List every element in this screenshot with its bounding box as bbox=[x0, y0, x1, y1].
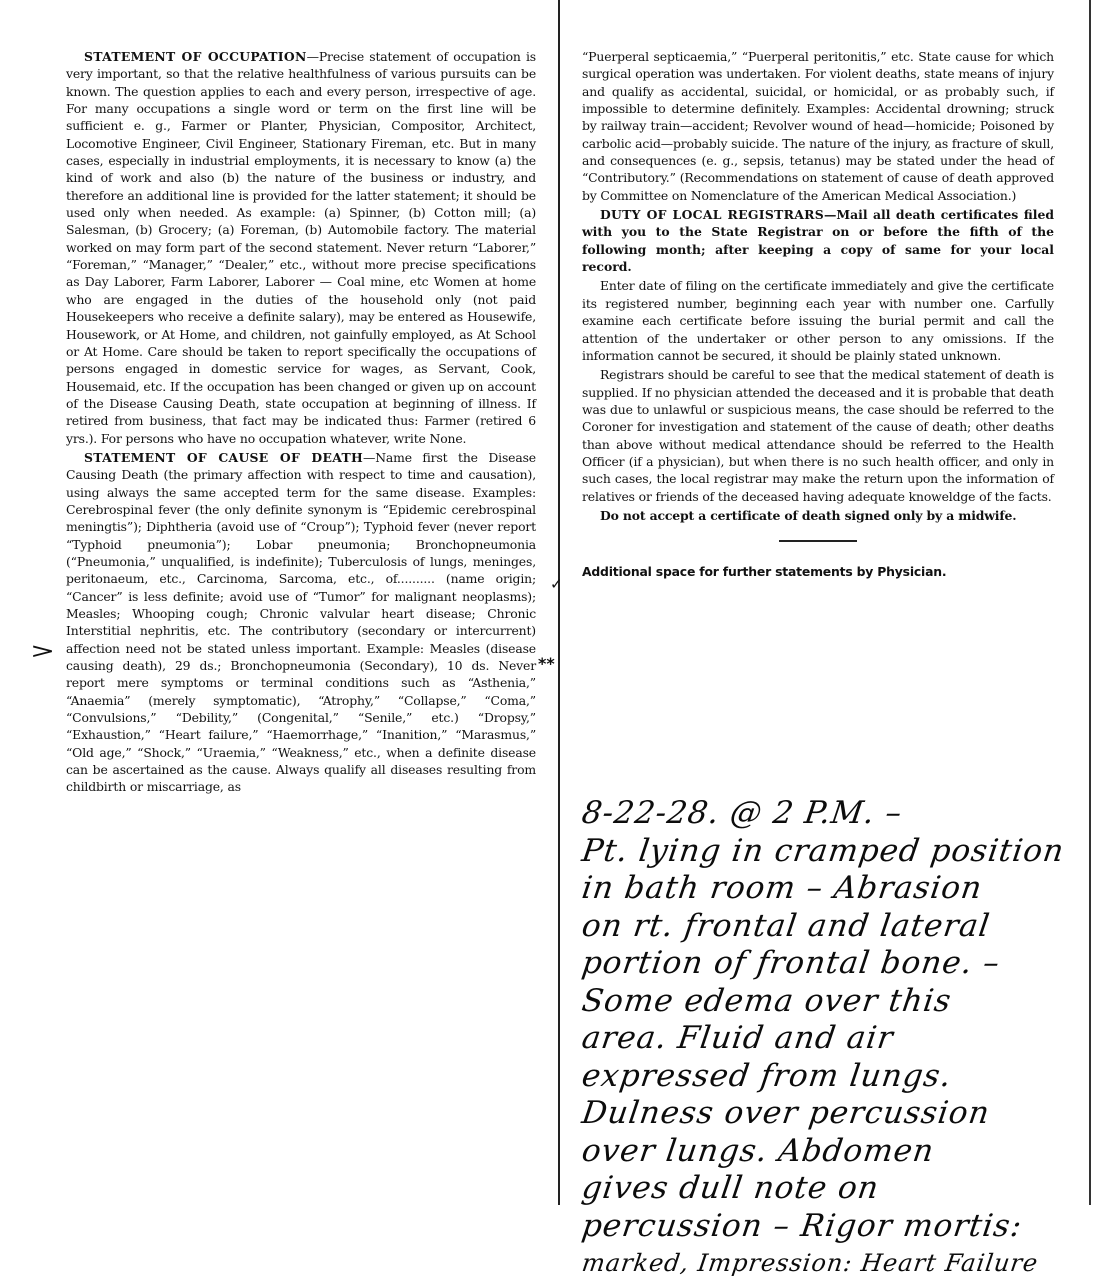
handwritten-line: Pt. lying in cramped position bbox=[579, 832, 1067, 869]
handwritten-line: Some edema over this bbox=[579, 982, 954, 1019]
duty-section bbox=[582, 206, 1054, 275]
occupation-text: —Precise statement of occupation is very important, so that the relative healthfulness of various pursuits can be known. The question applies to each and every person, irrespective of age. For many occupations a single word or term on the first line will be sufficient e. g., Farmer or Planter, Physician, Compositor, Architect, Locomotive Engineer, Civil Engineer, Stationary Fireman, etc. But in many cases, especially in industrial employments, it is necessary to know (a) the kind of work and also (b) the nature of the business or industry, and therefore an additional line is provided for the latter statement; it should be used only when needed. As example: (a) Spinner, (b) Cotton mill; (a) Salesman, (b) Grocery; (a) Foreman, (b) Automobile factory. The material worked on may form part of the second statement. Never return “Laborer,” “Foreman,” “Manager,” “Dealer,” etc., without more precise specifications as Day Laborer, Farm Laborer, Laborer — Coal mine, etc Women at home who are engaged in the duties of the household only (not paid Housekeepers who receive a definite salary), may be entered as Housewife, Housework, or At Home, and children, not gainfully employed, as At School or At Home. Care should be taken to report specifically the occupations of persons engaged in domestic service for wages, as Servant, Cook, Housemaid, etc. If the occupation has been changed or given up on account of the Disease Causing Death, state occupation at beginning of illness. If retired from business, that fact may be indicated thus: Farmer (retired 6 yrs.). For persons who have no occupation whatever, write None. bbox=[66, 49, 536, 446]
filing-text: Enter date of filing on the certificate immediately and give the certificate its registered number, beginning each year with number one. Carfully examine each certificate before issuing the burial permit and call the attention of the undertaker or other person to any omissions. If the information cannot be secured, it should be plainly stated unknown. bbox=[582, 278, 1054, 363]
handwritten-line: gives dull note on bbox=[579, 1170, 882, 1206]
left-column bbox=[66, 48, 536, 798]
handwritten-line: on rt. frontal and lateral bbox=[579, 907, 993, 944]
midwife-text: Do not accept a certificate of death signed only by a midwife. bbox=[600, 507, 1017, 523]
cause-of-death-text: —Name first the Disease Causing Death (the primary affection with respect to time and causation), using always the same accepted term for the same disease. Examples: Cerebrospinal fever (the only definite synonym is “Epidemic cerebrospinal meningtis”); Diphtheria (avoid use of “Croup”); Typhoid fever (never report “Typhoid pneumonia”); Lobar pneumonia; Bronchopneumonia (“Pneumonia,” unqualified, is indefinite); Tuberculosis of lungs, meninges, peritonaeum, etc., Carcinoma, Sarcoma, etc., of.......... (name origin; “Cancer” is less definite; avoid use of “Tumor” for malignant neoplasms); Measles; Whooping cough; Chronic valvular heart disease; Chronic Interstitial nephritis, etc. The contributory (secondary or intercurrent) affection need not be stated unless important. Example: Measles (disease causing death), 29 ds.; Bronchopneumonia (Secondary), 10 ds. Never report mere symptoms or terminal conditions such as “Asthenia,” “Anaemia” (merely symptomatic), “Atrophy,” “Collapse,” “Coma,” “Convulsions,” “Debility,” (Congenital,” “Senile,” etc.) “Dropsy,” “Exhaustion,” “Heart failure,” “Haemorrhage,” “Inanition,” “Marasmus,” “Old age,” “Shock,” “Uraemia,” “Weakness,” etc., when a definite disease can be ascertained as the cause. Always qualify all diseases resulting from childbirth or miscarriage, as bbox=[66, 449, 536, 795]
handwritten-line: 8-22-28. @ 2 P.M. – bbox=[579, 795, 905, 831]
registrars-text: Registrars should be careful to see that the medical statement of death is supplied. If no physician attended the deceased and it is probable that death was due to unlawful or suspicious means, the case should be referred to the Coroner for investigation and statement of the cause of death; other deaths than above without medical attendance should be referred to the Health Officer (if a physician), but when there is no such health officer, and only in such cases, the local registrar may make the return upon the information of relatives or friends of the deceased having adequate knoweldge of the facts. bbox=[582, 367, 1054, 504]
margin-star-mark: ** bbox=[538, 654, 555, 673]
handwritten-line: percussion – Rigor mortis: bbox=[579, 1207, 1025, 1244]
additional-space-label: Additional space for further statements by Physician. bbox=[582, 564, 947, 580]
handwritten-line: over lungs. Abdomen bbox=[579, 1132, 937, 1169]
duty-heading: DUTY OF LOCAL REGISTRARS bbox=[600, 207, 824, 223]
handwritten-line: portion of frontal bone. – bbox=[579, 945, 1003, 981]
cause-of-death-heading: STATEMENT OF CAUSE OF DEATH bbox=[84, 449, 363, 465]
page-edge-line bbox=[1089, 0, 1091, 1205]
section-rule bbox=[779, 540, 857, 542]
handwritten-line: in bath room – Abrasion bbox=[579, 870, 985, 906]
margin-arrow-mark: > bbox=[30, 639, 56, 664]
handwritten-line: area. Fluid and air bbox=[579, 1020, 896, 1056]
margin-tick-mark: ✓ bbox=[550, 575, 563, 593]
handwritten-line: marked, Impression: Heart Failure bbox=[580, 1249, 1041, 1277]
occupation-heading: STATEMENT OF OCCUPATION bbox=[84, 49, 307, 64]
duty-text: —Mail all death certificates filed with you to the State Registrar on or before the fifth of the following month; after keeping a copy of same for your local record. bbox=[582, 207, 1055, 275]
column-divider bbox=[558, 0, 560, 1205]
handwritten-line: Dulness over percussion bbox=[579, 1095, 993, 1131]
occupation-section bbox=[66, 48, 536, 447]
handwritten-line: expressed from lungs. bbox=[579, 1057, 954, 1094]
physician-handwritten-notes bbox=[579, 795, 1067, 1277]
right-column bbox=[582, 48, 1054, 579]
cause-continuation-text: “Puerperal septicaemia,” “Puerperal peritonitis,” etc. State cause for which surgical operation was undertaken. For violent deaths, state means of injury and qualify as accidental, suicidal, or homicidal, or as probably such, if impossible to determine definitely. Examples: Accidental drowning; struck by railway train—accident; Revolver wound of head—homicide; Poisoned by carbolic acid—probably suicide. The nature of the injury, as fracture of skull, and consequences (e. g., sepsis, tetanus) may be stated under the head of “Contributory.” (Recommendations on statement of cause of death approved by Committee on Nomenclature of the American Medical Association.) bbox=[582, 49, 1054, 203]
cause-of-death-section bbox=[66, 449, 536, 796]
